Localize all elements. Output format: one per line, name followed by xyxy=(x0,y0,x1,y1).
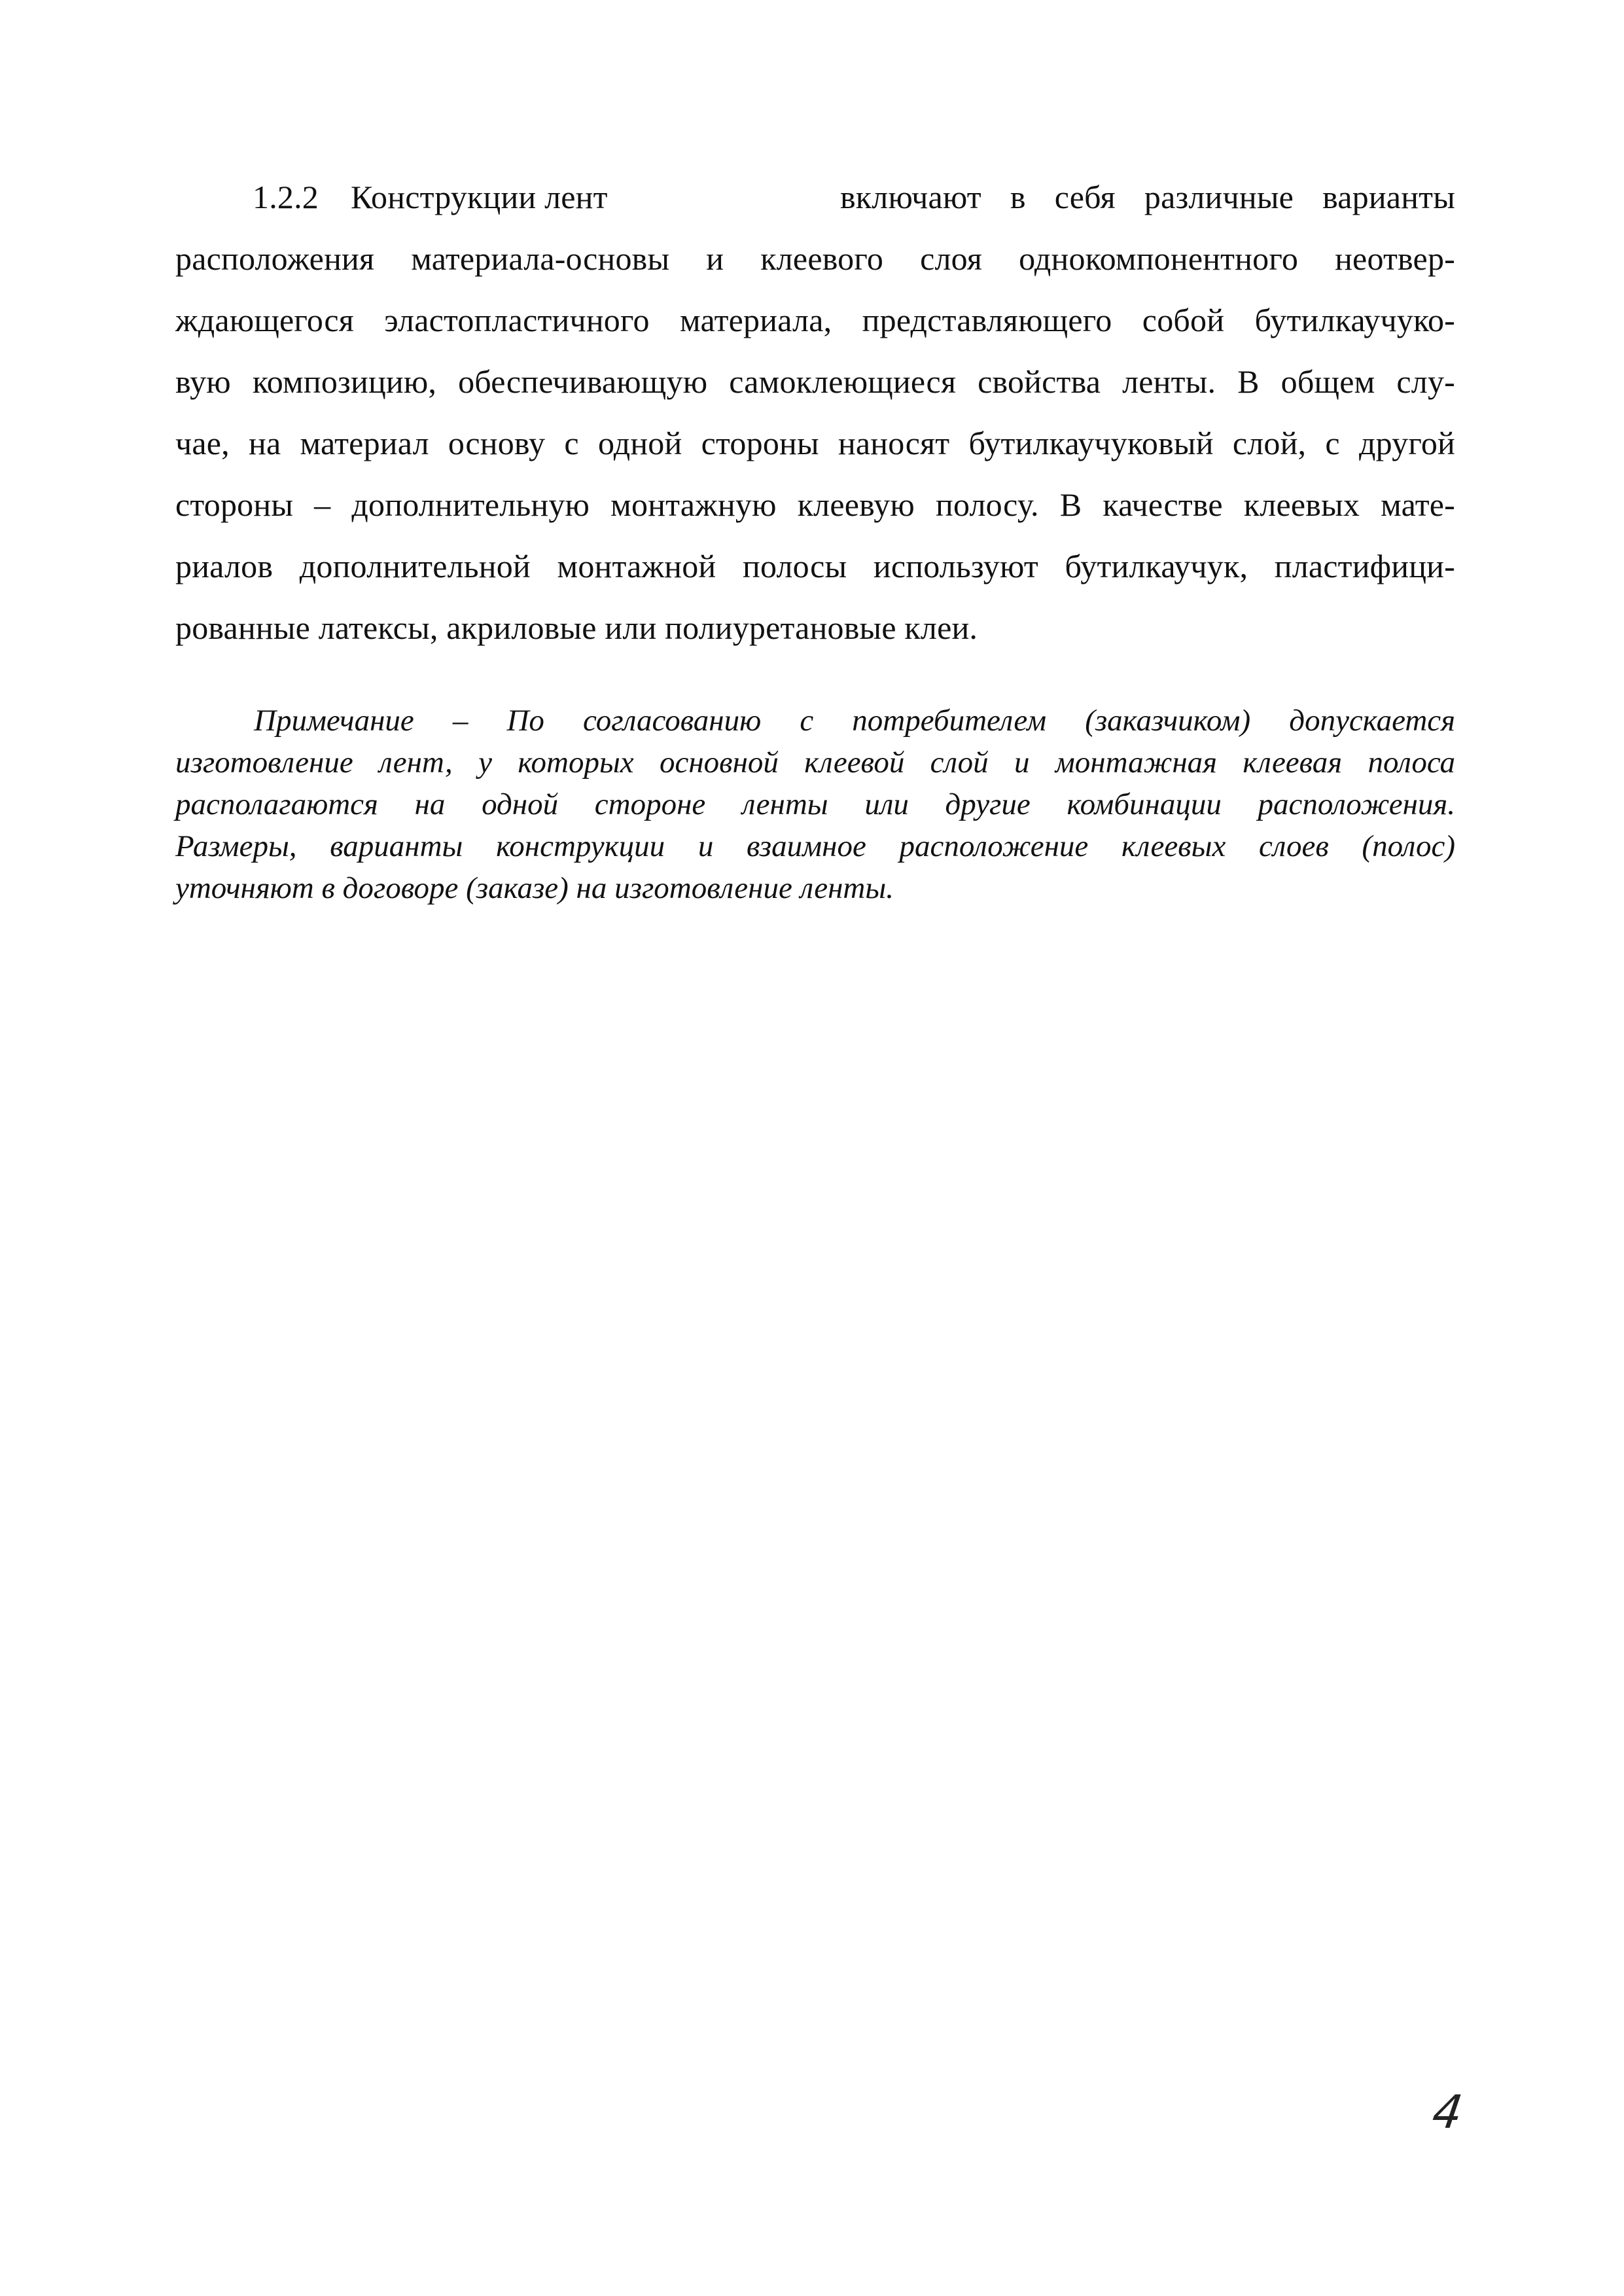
note-line-first: Примечание – По согласованию с потребителем (заказчиком) допускается xyxy=(254,704,1455,738)
page-number: 4 xyxy=(1429,2085,1466,2139)
section-first-line xyxy=(175,178,1455,224)
note-line-last: уточняют в договоре (заказе) на изготовление ленты. xyxy=(175,871,894,905)
section-heading-lead: Конструкции лент xyxy=(351,179,608,215)
note-line: Размеры, варианты конструкции и взаимное расположение клеевых слоев (полос) xyxy=(175,829,1455,863)
section-line: чае, на материал основу с одной стороны наносят бутилкаучуковый слой, с другой xyxy=(175,425,1455,461)
note-line: располагаются на одной стороне ленты или другие комбинации расположения. xyxy=(175,787,1455,821)
section-first-line-tail: включают в себя различные варианты xyxy=(840,179,1455,215)
section-line-last: рованные латексы, акриловые или полиуретановые клеи. xyxy=(175,609,978,646)
section-line: ждающегося эластопластичного материала, представляющего собой бутилкаучуко- xyxy=(175,302,1455,338)
section-line: риалов дополнительной монтажной полосы используют бутилкаучук, пластифици- xyxy=(175,548,1455,584)
section-line: расположения материала-основы и клеевого слоя однокомпонентного неотвер- xyxy=(175,240,1455,277)
note-line: изготовление лент, у которых основной клеевой слой и монтажная клеевая полоса xyxy=(175,745,1455,780)
section-line: стороны – дополнительную монтажную клеевую полосу. В качестве клеевых мате- xyxy=(175,486,1455,523)
section-line: вую композицию, обеспечивающую самоклеющиеся свойства ленты. В общем слу- xyxy=(175,363,1455,400)
section-number: 1.2.2 xyxy=(253,179,319,215)
